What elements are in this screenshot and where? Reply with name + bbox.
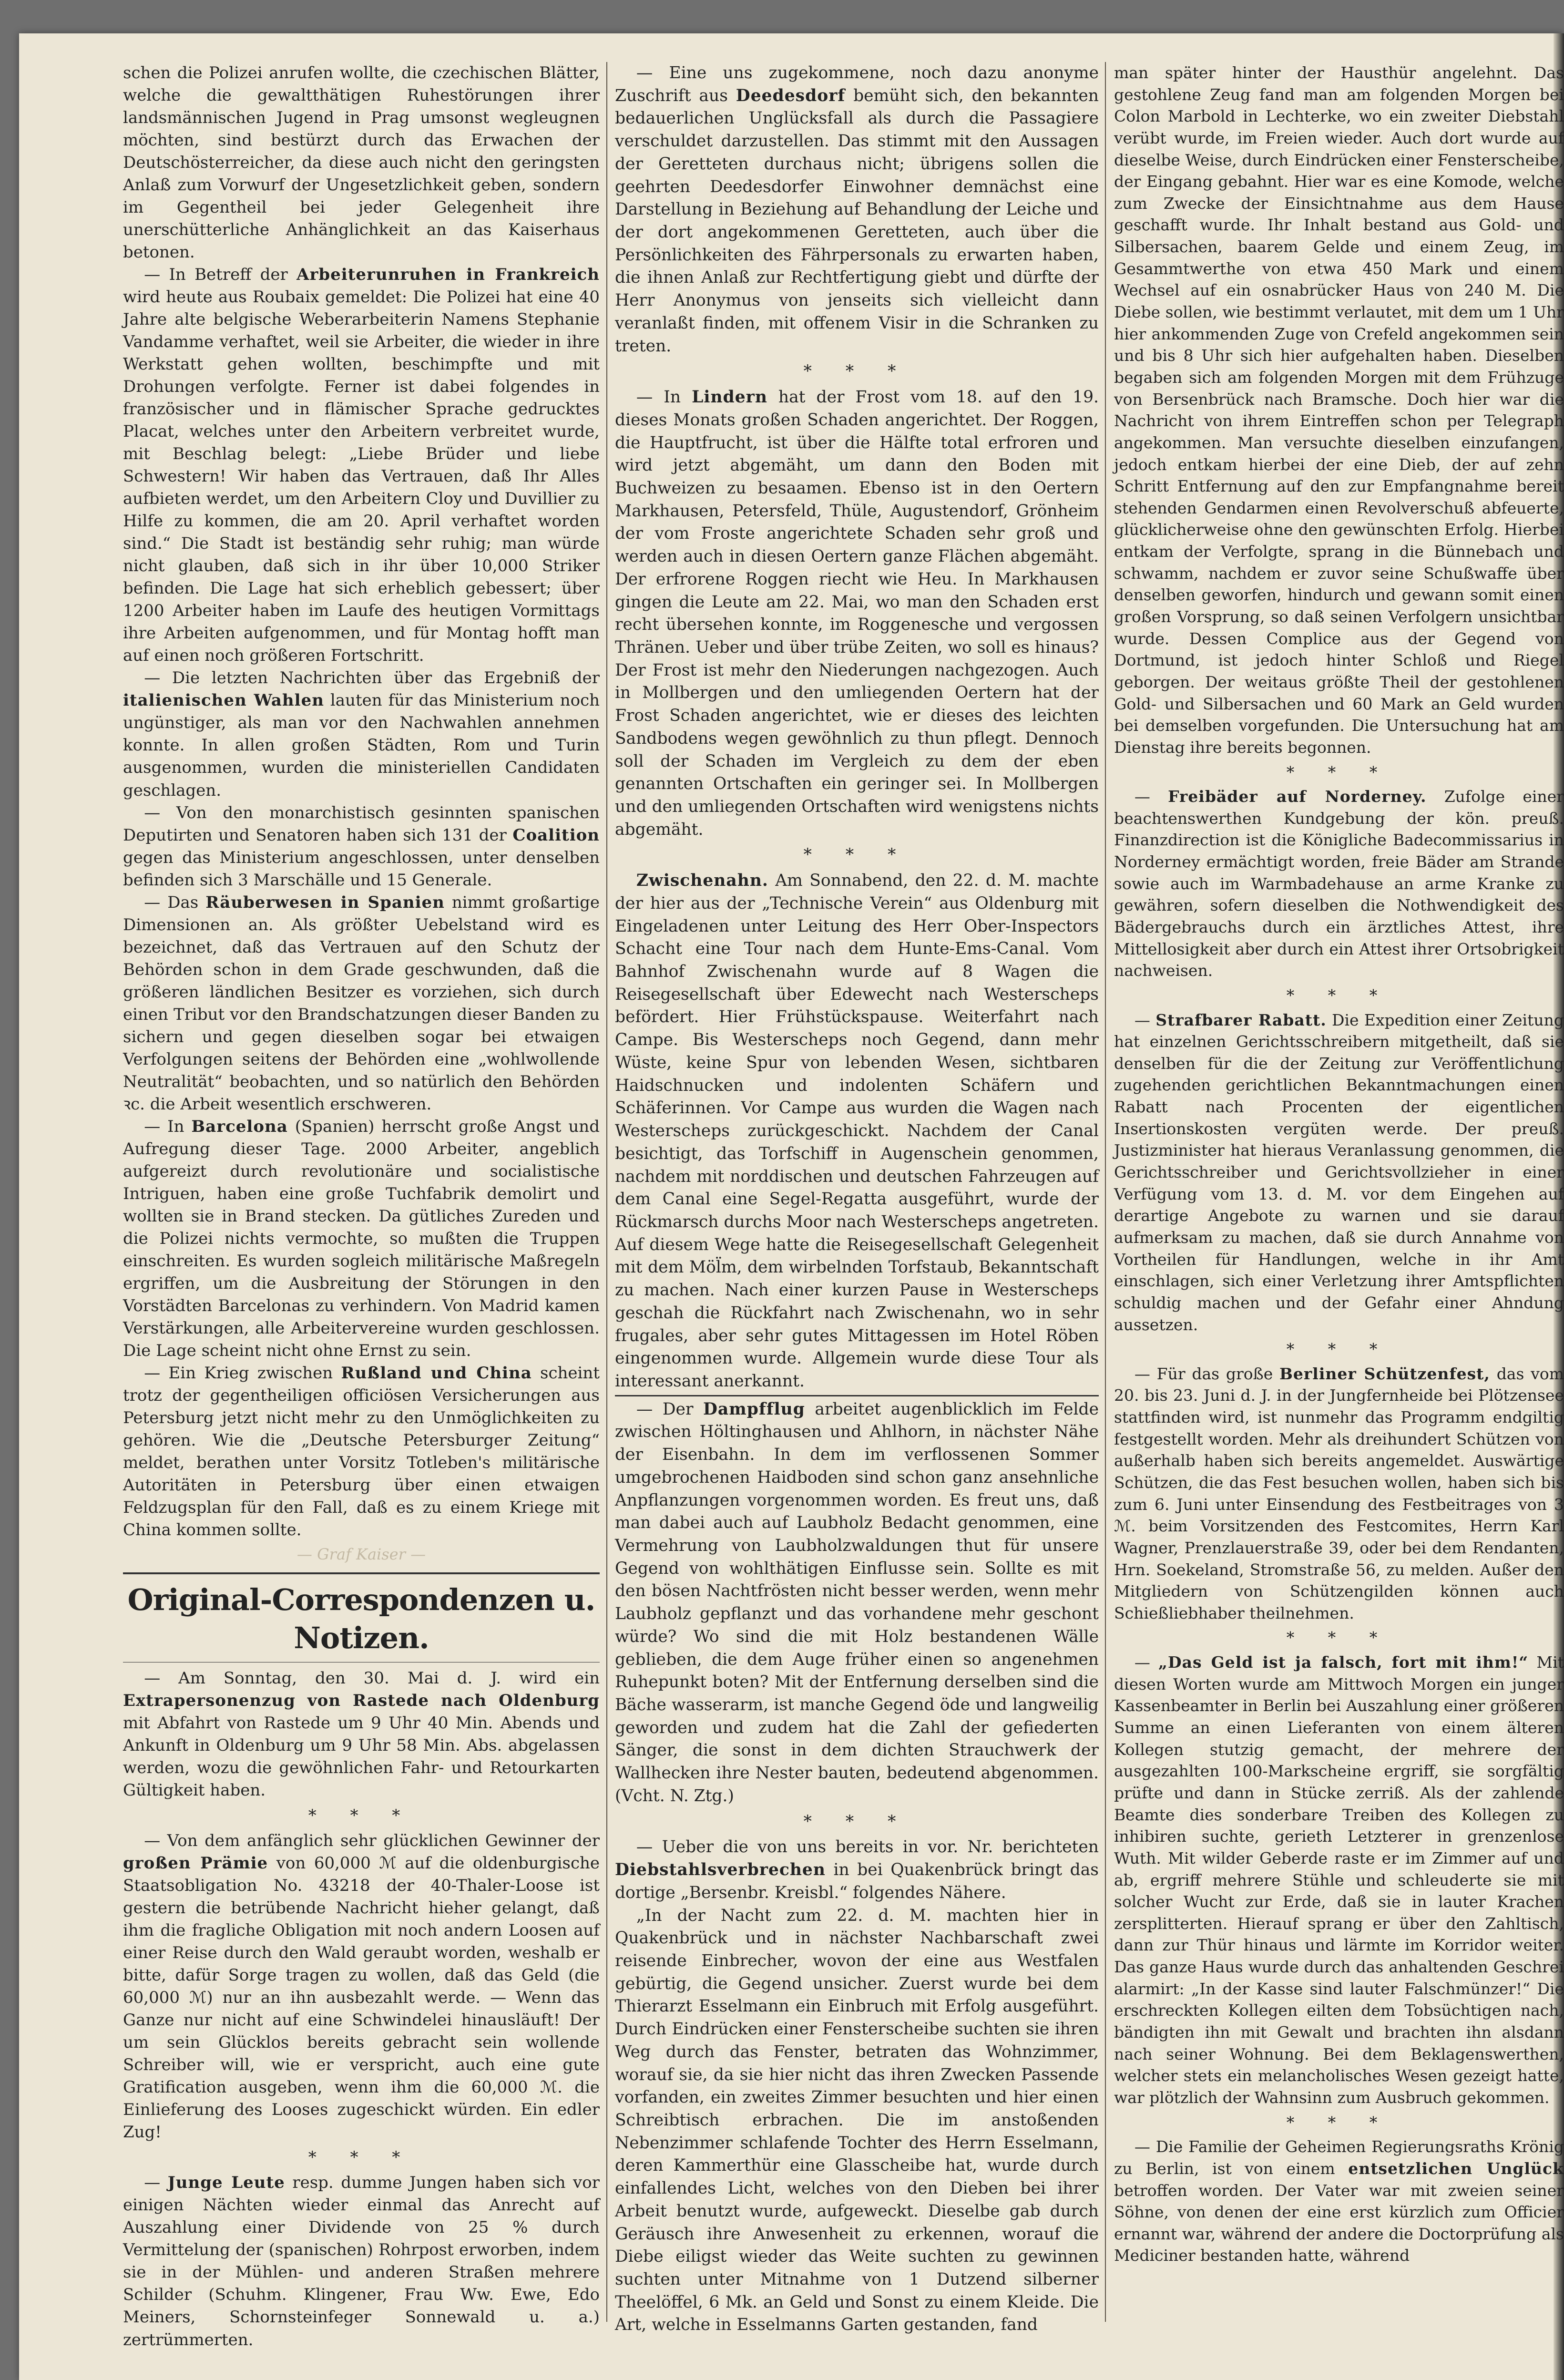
- faded-stamp: — Graf Kaiser —: [296, 1545, 426, 1564]
- headline-extra-train: Extrapersonenzug von Rastede nach Oldenburg: [123, 1691, 600, 1711]
- article-theft-continued: man später hinter der Hausthür angelehnt. Das gestohlene Zeug fand man am folgenden Morgen bei Colon Marbold in Lechterke, wo ein zweiter Diebstahl verübt wurde, im Freien wieder. Auch dort wurde auf dieselbe Weise, durch Eindrücken einer Fensterscheibe, der Eingang gebahnt. Hier war es eine Komode, welche zum Zwecke der Einsichtnahme aus dem Hause geschafft wurde. Ihr Inhalt bestand aus Gold- und Silbersachen, baarem Gelde und einem Zeug, im Gesammtwerthe von etwa 450 Mark und einem Wechsel auf ein osnabrücker Haus von 240 M. Die Diebe sollen, wie bestimmt verlautet, mit dem um 1 Uhr hier ankommenden Zuge von Crefeld angekommen sein und bis 8 Uhr sich hier aufgehalten haben. Dieselben begaben sich am folgenden Morgen mit dem Frühzuge von Bersenbrück nach Bramsche. Doch hier war die Nachricht von ihrem Eintreffen schon per Telegraph angekommen. Man versuchte dieselben einzufangen, jedoch entkam hierbei der eine Dieb, der auf zehn Schritt Entfernung auf den zur Empfangnahme bereit stehenden Gendarmen einen Revolverschuß abfeuerte, glücklicherweise ohne den gewünschten Erfolg. Hierbei entkam der Verfolgte, sprang in die Bünnebach und schwamm, nachdem er zuvor seine Schußwaffe über denselben geworfen, hindurch und gewann somit einen großen Vorsprung, so daß seinen Verfolgern unsichtbar wurde. Dessen Complice aus der Gegend von Dortmund, ist jedoch hinter Schloß und Riegel geborgen. Der weitaus größte Theil der gestohlenen Gold- und Silbersachen und 60 Mark an Geld wurden bei demselben vorgefunden. Die Untersuchung hat am Dienstag ihre bereits begonnen.: [1114, 63, 1564, 757]
- separator-stars: * * *: [803, 845, 910, 865]
- headline-coalition: Coalition: [512, 825, 600, 845]
- newspaper-page: [19, 33, 1564, 2380]
- separator-stars: * * *: [308, 2148, 415, 2167]
- separator-stars: * * *: [1286, 762, 1392, 781]
- column-2: [615, 62, 1099, 2337]
- article-rebate: — Strafbarer Rabatt. Die Expedition einer Zeitung hat einzelnen Gerichtsschreibern mitgetheilt, daß sie denselben für die der Zeitung zur Veröffentlichung zugehenden gerichtlichen Bekanntmachungen einen Rabatt nach Procenten der eigentlichen Insertionskosten vergüten werde. Der preuß. Justizminister hat hieraus Veranlassung genommen, die Gerichtsschreiber und Gerichtsvollzieher in einer Verfügung vom 13. d. M. vor dem Eingehen auf derartige Angebote zu warnen und sie darauf aufmerksam zu machen, daß sie durch Annahme von Vortheilen für Handlungen, welche in ihr Amt einschlagen, sich einer Verletzung ihrer Amtspflichten schuldig machen und der Gefahr einer Ahndung aussetzen.: [1114, 1010, 1564, 1334]
- article-steam-plough: — Der Dampfflug arbeitet augenblicklich im Felde zwischen Höltinghausen und Ahlhorn, in nächster Nähe der Eisenbahn. In dem im verflossenen Sommer umgebrochenen Haidboden sind schon ganz ansehnliche Anpflanzungen vorgenommen worden. Es freut uns, daß man dabei auch auf Laubholz Bedacht genommen, eine Vermehrung von Laubholzwaldungen thut für unsere Gegend von wohlthätigen Einflusse sein. Sollte es mit den bösen Nachtfrösten nicht besser werden, wenn mehr Laubholz gepflanzt und das vorhandene mehr geschont würde? Wo sind die mit Holz bestandenen Wälle geblieben, die dem Auge früher einen so angenehmen Ruhepunkt boten? Mit der Entfernung derselben sind die Bäche wasserarm, ist manche Gegend öde und langweilig geworden und zudem hat die Zahl der gefiederten Sänger, die sonst in dem dichten Strauchwerk der Wallhecken ihre Nester bauten, bedeutend abgenommen. (Vcht. N. Ztg.): [615, 1399, 1099, 1806]
- article-young-people: — Junge Leute resp. dumme Jungen haben sich vor einigen Nächten wieder einmal das Anrecht auf Auszahlung einer Dividende von 25 % durch Vermittelung der (spanischen) Rohrpost erworben, indem sie in der Mühlen- und anderen Straßen mehrere Schilder (Schuhm. Klingener, Frau Ww. Ewe, Edo Meiners, Schornsteinfeger Sonnewald u. a.) zertrümmerten.: [123, 2173, 600, 2349]
- column-rule-right: [1105, 62, 1106, 2322]
- article-shooting-festival: — Für das große Berliner Schützenfest, das vom 20. bis 23. Juni d. J. in der Jungfernheide bei Plötzensee stattfinden wird, ist nunmehr das Programm endgiltig festgestellt worden. Mehr als dreihundert Schützen von außerhalb haben sich bereits angemeldet. Auswärtige Schützen, die das Fest besuchen wollen, haben sich bis zum 6. Juni unter Einsendung des Festbeitrages von 3 ℳ. beim Vorsitzenden des Festcomites, Herrn Karl Wagner, Prenzlauerstraße 39, oder bei dem Rendanten, Hrn. Soekeland, Stromstraße 56, zu melden. Außer den Mitgliedern von Schützengilden können auch Schießliebhaber theilnehmen.: [1114, 1364, 1564, 1622]
- headline-russia-china: Rußland und China: [341, 1363, 532, 1383]
- headline-young-people: Junge Leute: [167, 2173, 285, 2193]
- headline-spain-robbery: Räuberwesen in Spanien: [205, 892, 445, 912]
- separator-stars: * * *: [1286, 985, 1392, 1005]
- headline-rebate: Strafbarer Rabatt.: [1155, 1010, 1327, 1029]
- section-heading: Original-Correspondenzen u. Notizen.: [127, 1582, 595, 1656]
- article-spain-coalition: — Von den monarchistisch gesinnten spanischen Deputirten und Senatoren haben sich 131 der Coalition gegen das Ministerium angeschlossen, unter denselben befinden sich 3 Marschälle und 15 Generale.: [123, 803, 600, 890]
- article-premium: — Von dem anfänglich sehr glücklichen Gewinner der großen Prämie von 60,000 ℳ auf die oldenburgische Staatsobligation No. 43218 der 40-Thaler-Loose ist gestern die betrübende Nachricht hieher gelangt, daß ihm die fragliche Obligation mit noch andern Loosen auf einer Reise durch den Wald geraubt worden, weshalb er bitte, dafür Sorge tragen zu wollen, daß das Geld (die 60,000 ℳ) nur an ihn ausbezahlt werde. — Wenn das Ganze nur nicht auf eine Schwindelei hinausläuft! Der um sein Glücklos bereits gebracht sein wollende Schreiber will, wie er verspricht, auch eine gute Gratification ausgeben, wenn ihm die 60,000 ℳ. die Einlieferung des Looses zugeschickt würden. Ein edler Zug!: [123, 1831, 600, 2142]
- article-theft-quote: „In der Nacht zum 22. d. M. machten hier in Quakenbrück und in nächster Nachbarschaft zwei reisende Einbrecher, wovon der eine aus Westfalen gebürtig, die Gegend unsicher. Zuerst wurde bei dem Thierarzt Esselmann ein Einbruch mit Erfolg ausgeführt. Durch Eindrücken einer Fensterscheibe suchten sie ihren Weg durch das Fenster, betraten das Wohnzimmer, worauf sie, da sie hier nicht das ihren Zwecken Passende vorfanden, ein zweites Zimmer besuchten und hier einen Schreibtisch erbrachen. Die im anstoßenden Nebenzimmer schlafende Tochter des Herrn Esselmann, deren Kammerthür eine Glasscheibe hat, wurde durch einfallendes Licht, welches von den Dieben bei ihrer Arbeit benutzt wurde, aufgeweckt. Dieselbe gab durch Geräusch ihre Anwesenheit zu erkennen, worauf die Diebe eiligst wieder das Weite suchten zu gewinnen suchten unter Mitnahme von 1 Dutzend silberner Theelöffel, 6 Mk. an Geld und Sonst zu einem Kleide. Die Art, welche in Esselmanns Garten gestanden, fand: [615, 1906, 1099, 2335]
- article-theft: — Ueber die von uns bereits in vor. Nr. berichteten Diebstahlsverbrechen in bei Quakenbrück bringt das dortige „Bersenbr. Kreisbl.“ folgendes Nähere.: [615, 1837, 1099, 1902]
- article-norderney: — Freibäder auf Norderney. Zufolge einer beachtenswerthen Kundgebung der kön. preuß. Finanzdirection ist die Königliche Badecommissarius in Norderney ermächtigt worden, freie Bäder am Strande sowie auch im Warmbadehause an arme Kranke zu gewähren, sofern dieselben die Nothwendigkeit des Bädergebrauchs durch ein ärztliches Attest, ihre Mittellosigkeit aber durch ein Attest ihrer Ortsobrigkeit nachweisen.: [1114, 787, 1564, 980]
- headline-france: Arbeiterunruhen in Frankreich: [296, 265, 600, 285]
- headline-italy: italienischen Wahlen: [123, 691, 324, 710]
- article-zwischenahn: Zwischenahn. Am Sonnabend, den 22. d. M. machte der hier aus der „Technische Verein“ aus Oldenburg mit Eingeladenen unter Leitung des Herr Ober-Inspectors Schacht eine Tour nach dem Hunte-Ems-Canal. Vom Bahnhof Zwischenahn wurde auf 8 Wagen die Reisegesellschaft über Edewecht nach Westerscheps befördert. Hier Frühstückspause. Weiterfahrt nach Campe. Bis Westerscheps noch Gegend, dann mehr Wüste, keine Spur von lebenden Wesen, sichtbaren Haidschnucken und indolenten Schäfern und Schäferinnen. Vor Campe aus wurden die Wagen nach Westerscheps zurückgeschickt. Nachdem der Canal besichtigt, das Torfschiff in Augenschein genommen, nachdem mit norddischen und deutschen Fahrzeugen auf dem Canal eine Segel-Regatta ausgeführt, wurde der Rückmarsch durchs Moor nach Westerscheps angetreten. Auf diesem Wege hatte die Reisegesellschaft Gelegenheit mit dem Möl̈m, dem wirbelnden Torfstaub, Bekanntschaft zu machen. Nach einer kurzen Pause in Westerscheps geschah die Rückfahrt nach Zwischenahn, wo in sehr frugales, aber sehr gutes Mittagessen im Hotel Röben eingenommen wurde. Allgemein wurde diese Tour als interessant anerkannt.: [615, 871, 1099, 1391]
- article-kroenig-family: — Die Familie der Geheimen Regierungsraths Krönig zu Berlin, ist von einem entsetzlichen Unglück betroffen worden. Der Vater war mit zweien seiner Söhne, von denen der eine erst kürzlich zum Officier ernannt war, während der andere die Doctorprüfung als Mediciner bestanden hatte, während: [1114, 2137, 1564, 2265]
- headline-steam-plough: Dampfflug: [703, 1399, 805, 1419]
- separator-stars: * * *: [1286, 1340, 1392, 1359]
- separator-stars: * * *: [1286, 1628, 1392, 1647]
- headline-lindern: Lindern: [692, 388, 767, 407]
- headline-norderney: Freibäder auf Norderney.: [1168, 787, 1427, 806]
- separator-stars: * * *: [1286, 2113, 1392, 2132]
- headline-shooting-festival: Berliner Schützenfest,: [1279, 1364, 1490, 1383]
- article-czech-papers: schen die Polizei anrufen wollte, die czechischen Blätter, welche die gewaltthätigen Ruhestörungen ihrer landsmännischen Jugend in Prag umsonst wegleugnen möchten, sind bestürzt durch das Erwachen der Deutschösterreicher, da diese auch nicht den geringsten Anlaß zum Vorwurf der Ungesetzlichkeit geben, sondern im Gegentheil bei jeder Gelegenheit ihre unerschütterliche Anhänglichkeit an das Kaiserhaus betonen.: [123, 63, 600, 262]
- column-rule-left: [606, 62, 607, 2322]
- headline-barcelona: Barcelona: [191, 1117, 288, 1136]
- headline-premium: großen Prämie: [123, 1854, 268, 1873]
- article-russia-china: — Ein Krieg zwischen Rußland und China scheint trotz der gegentheiligen officiösen Versicherungen aus Petersburg jetzt nicht mehr zu den Unmöglichkeiten zu gehören. Wie die „Deutsche Petersburger Zeitung“ meldet, berathen unter Vorsitz Totleben's militärische Autoritäten in Petersburg über einen etwaigen Feldzugsplan für den Fall, daß es zu einem Kriege mit China kommen sollte.: [123, 1363, 600, 1540]
- article-false-money: — „Das Geld ist ja falsch, fort mit ihm!“ Mit diesen Worten wurde am Mittwoch Morgen ein junger Kassenbeamter in Berlin bei Auszahlung einer größeren Summe an einen Lieferanten von einem älteren Kollegen stutzig gemacht, der mehrere der ausgezahlten 100-Markscheine ergriff, sie sorgfältig prüfte und dann in Stücke zerriß. Als der zahlende Beamte dies sonderbare Treiben des Kollegen zu inhibiren suchte, gerieth Letzterer in grenzenlose Wuth. Mit wilder Geberde raste er im Zimmer auf und ab, ergriff mehrere Stühle und schleuderte sie mit solcher Wucht zur Erde, daß sie in lauter Krachen zersplitterten. Hierauf sprang er über den Zahltisch, dann zur Thür hinaus und lärmte im Korridor weiter. Das ganze Haus wurde durch das anhaltenden Geschrei alarmirt: „In der Kasse sind lauter Falschmünzer!“ Die erschreckten Kollegen eilten dem Tobsüchtigen nach, bändigten ihn mit Gewalt und brachten ihn alsdann nach seiner Wohnung. Bei dem Beklagenswerthen, welcher stets ein melancholisches Wesen gezeigt hatte, war plötzlich der Wahnsinn zum Ausbruch gekommen.: [1114, 1653, 1564, 2107]
- headline-zwischenahn: Zwischenahn.: [636, 871, 768, 891]
- headline-kroenig: entsetzlichen Unglück: [1348, 2159, 1564, 2178]
- headline-false-money: „Das Geld ist ja falsch, fort mit ihm!“: [1158, 1653, 1529, 1672]
- separator-stars: * * *: [308, 1806, 415, 1826]
- article-extra-train: — Am Sonntag, den 30. Mai d. J. wird ein Extrapersonenzug von Rastede nach Oldenburg mit Abfahrt von Rastede um 9 Uhr 40 Min. Abends und Ankunft in Oldenburg um 9 Uhr 58 Min. Abs. abgelassen werden, wozu die gewöhnlichen Fahr- und Retourkarten Gültigkeit haben.: [123, 1669, 600, 1800]
- article-deedesdorf: — Eine uns zugekommene, noch dazu anonyme Zuschrift aus Deedesdorf bemüht sich, den bekannten bedauerlichen Unglücksfall als durch die Passagiere verschuldet darzustellen. Das stimmt mit den Aussagen der Geretteten durchaus nicht; übrigens sollen die geehrten Deedesdorfer Einwohner demnächst eine Darstellung in Beziehung auf Behandlung der Leiche und der dort angekommenen Geretteten, auch über die Persönlichkeiten des Fährpersonals zu erwarten haben, die ihnen Anlaß zur Rechtfertigung giebt und dürfte der Herr Anonymus von jenseits sich vielleicht dann veranlaßt finden, mit offenem Visir in die Schranken zu treten.: [615, 63, 1099, 356]
- section-rule: [615, 1395, 1099, 1396]
- column-3: [1114, 62, 1564, 2267]
- headline-deedesdorf: Deedesdorf: [736, 86, 846, 105]
- article-lindern: — In Lindern hat der Frost vom 18. auf den 19. dieses Monats großen Schaden angerichtet. Der Roggen, die Hauptfrucht, ist über die Hälfte total erfroren und wird jetzt abgemäht, um dann den Boden mit Buchweizen zu besaamen. Ebenso ist in den Oertern Markhausen, Petersfeld, Thüle, Augustendorf, Grönheim der vom Froste angerichtete Schaden sehr groß und werden auch in diesen Oertern ganze Flächen abgemäht. Der erfrorene Roggen riecht wie Heu. In Markhausen gingen die Leute am 22. Mai, wo man den Schaden erst recht übersehen konnte, im Roggenesche und vergossen Thränen. Ueber und über trübe Zeiten, wo soll es hinaus? Der Frost ist mehr den Niederungen nachgezogen. Auch in Mollbergen und den umliegenden Oertern hat der Frost Schaden angerichtet, wie er dieses des leichten Sandbodens wegen gewöhnlich zu thun pflegt. Dennoch soll der Schaden im Vergleich zu dem der eben genannten Ortschaften ein geringer sei. In Mollbergen und den umliegenden Ortschaften wird wenigstens nichts abgemäht.: [615, 388, 1099, 839]
- separator-stars: * * *: [803, 1812, 910, 1831]
- article-barcelona: — In Barcelona (Spanien) herrscht große Angst und Aufregung dieser Tage. 2000 Arbeiter, angeblich aufgereizt durch revolutionäre und socialistische Intriguen, haben eine große Tuchfabrik demolirt und wollten sie in Brand stecken. Da gütliches Zureden und die Polizei nichts vermochte, so mußten die Truppen einschreiten. Es wurden sogleich militärische Maßregeln ergriffen, um die Ausbreitung der Störungen in den Vorstädten Barcelonas zu verhindern. Von Madrid kamen Verstärkungen, alle Arbeitervereine wurden geschlossen. Die Lage scheint nicht ohne Ernst zu sein.: [123, 1117, 600, 1360]
- separator-stars: * * *: [803, 362, 910, 381]
- article-france-unrest: — In Betreff der Arbeiterunruhen in Frankreich wird heute aus Roubaix gemeldet: Die Polizei hat eine 40 Jahre alte belgische Weberarbeiterin Namens Stephanie Vandamme verhaftet, weil sie Arbeiter, die wieder in ihre Werkstatt gehen wollten, beschimpfte und mit Drohungen verfolgte. Ferner ist dabei folgendes in französischer und in flämischer Sprache gedrucktes Placat, welches unter den Arbeitern verbreitet wurde, mit Beschlag belegt: „Liebe Brüder und liebe Schwestern! Wir haben das Vertrauen, daß Ihr Alles aufbieten werdet, um den Arbeitern Cloy und Duvillier zu Hilfe zu kommen, die am 20. April verhaftet worden sind.“ Die Stadt ist beständig sehr ruhig; man würde nicht glauben, daß sich in ihr über 10,000 Striker befinden. Die Lage hat sich erheblich gebessert; über 1200 Arbeiter haben im Laufe des heutigen Vormittags ihre Arbeiten aufgenommen, und für Montag hofft man auf einen noch größeren Fortschritt.: [123, 265, 600, 666]
- article-italy-elections: — Die letzten Nachrichten über das Ergebniß der italienischen Wahlen lauten für das Ministerium noch ungünstiger, als man vor den Nachwahlen annehmen konnte. In allen großen Städten, Rom und Turin ausgenommen, wurden die ministeriellen Candidaten geschlagen.: [123, 668, 600, 800]
- section-rule: [123, 1572, 600, 1574]
- column-1: [123, 62, 600, 2351]
- article-spain-robbery: — Das Räuberwesen in Spanien nimmt großartige Dimensionen an. Als größter Uebelstand wird es bezeichnet, daß das Vertrauen auf den Schutz der Behörden schon in dem Grade geschwunden, daß die größeren ländlichen Besitzer es vorziehen, sich durch einen Tribut vor den Brandschatzungen dieser Banden zu sichern und gegen dieselben sogar bei etwaigen Verfolgungen seitens der Behörden eine „wohlwollende Neutralität“ beobachten, und so natürlich den Behörden ꝛc. die Arbeit wesentlich erschweren.: [123, 892, 600, 1114]
- headline-theft: Diebstahlsverbrechen: [615, 1860, 826, 1880]
